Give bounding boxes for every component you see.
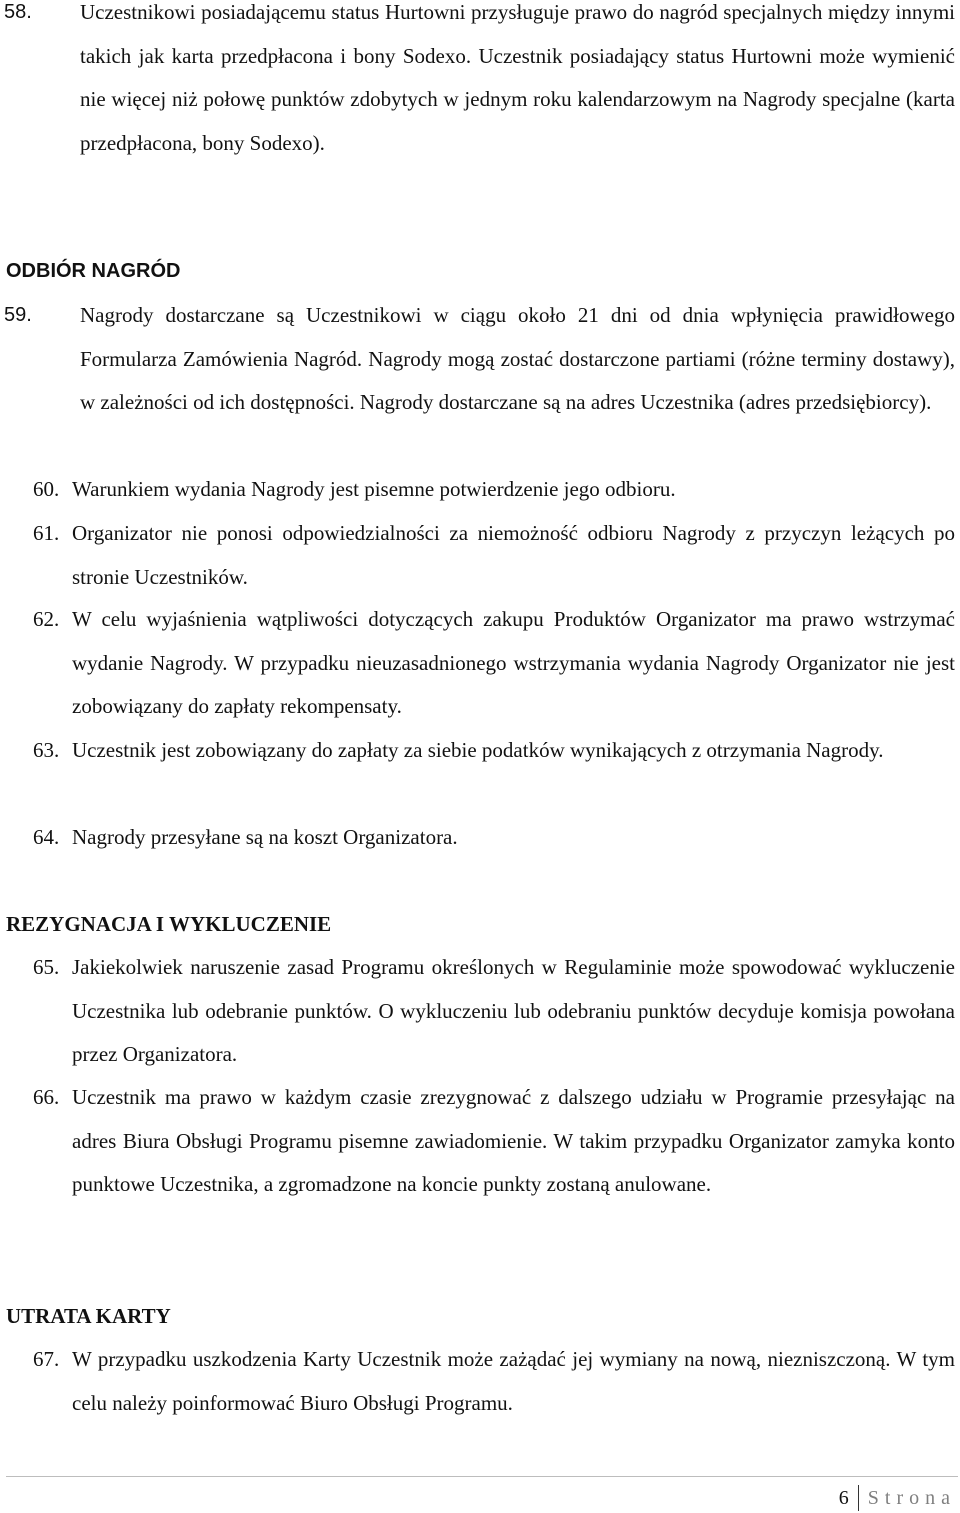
- list-item-65: [0, 946, 955, 1077]
- section-heading-odbior: ODBIÓR NAGRÓD: [6, 260, 181, 282]
- section-heading-rezygnacja: REZYGNACJA I WYKLUCZENIE: [6, 912, 332, 936]
- list-item-66: [0, 1076, 955, 1207]
- item-text: Uczestnik jest zobowiązany do zapłaty za siebie podatków wynikających z otrzymania Nagrody.: [72, 738, 884, 762]
- item-number: 63.: [33, 738, 60, 762]
- list-item-62: [0, 598, 955, 729]
- list-item-60: [0, 468, 955, 512]
- item-number: 64.: [33, 825, 60, 849]
- item-text: Uczestnik ma prawo w każdym czasie zrezygnować z dalszego udziału w Programie przesyłając na adres Biura Obsługi Programu pisemne zawiadomienie. W takim przypadku Organizator zamyka konto punktowe Uczestnika, a zgromadzone na koncie punkty zostaną anulowane.: [72, 1085, 955, 1196]
- page-number: 6: [838, 1487, 849, 1509]
- list-item-59: [0, 294, 955, 425]
- list-item-58: [0, 0, 955, 165]
- item-text: Organizator nie ponosi odpowiedzialności za niemożność odbioru Nagrody z przyczyn leżących po stronie Uczestników.: [72, 521, 955, 589]
- item-text: Warunkiem wydania Nagrody jest pisemne potwierdzenie jego odbioru.: [72, 477, 676, 501]
- page-label: Strona: [867, 1487, 956, 1509]
- item-number: 60.: [33, 477, 60, 501]
- list-item-67: [0, 1338, 955, 1425]
- item-text: W celu wyjaśnienia wątpliwości dotyczących zakupu Produktów Organizator ma prawo wstrzymać wydanie Nagrody. W przypadku nieuzasadnionego wstrzymania wydania Nagrody Organizator nie jest zobowiązany do zapłaty rekompensaty.: [72, 607, 955, 718]
- item-number: 62.: [33, 607, 60, 631]
- item-number: 66.: [33, 1085, 60, 1109]
- item-number: 59.: [4, 304, 32, 326]
- list-item-64: [0, 816, 955, 860]
- item-text: Jakiekolwiek naruszenie zasad Programu określonych w Regulaminie może spowodować wykluczenie Uczestnika lub odebranie punktów. O wykluczeniu lub odebraniu punktów decyduje komisja powołana przez Organizatora.: [72, 955, 955, 1066]
- page-footer: [839, 1483, 956, 1513]
- footer-separator: [858, 1485, 859, 1511]
- item-text: Uczestnikowi posiadającemu status Hurtowni przysługuje prawo do nagród specjalnych między innymi takich jak karta przedpłacona i bony Sodexo. Uczestnik posiadający status Hurtowni może wymienić nie więcej niż połowę punktów zdobytych w jednym roku kalendarzowym na Nagrody specjalne (karta przedpłacona, bony Sodexo).: [80, 0, 955, 155]
- section-heading-utrata: UTRATA KARTY: [6, 1304, 171, 1328]
- item-number: 67.: [33, 1347, 60, 1371]
- item-text: Nagrody przesyłane są na koszt Organizatora.: [72, 825, 458, 849]
- item-text: Nagrody dostarczane są Uczestnikowi w ciągu około 21 dni od dnia wpłynięcia prawidłowego Formularza Zamówienia Nagród. Nagrody mogą zostać dostarczone partiami (różne terminy dostawy), w zależności od ich dostępności. Nagrody dostarczane są na adres Uczestnika (adres przedsiębiorcy).: [80, 303, 955, 414]
- item-number: 58.: [4, 1, 32, 23]
- footer-divider: [6, 1476, 958, 1477]
- item-number: 61.: [33, 521, 60, 545]
- item-text: W przypadku uszkodzenia Karty Uczestnik może zażądać jej wymiany na nową, niezniszczoną. W tym celu należy poinformować Biuro Obsługi Programu.: [72, 1347, 955, 1415]
- list-item-61: [0, 512, 955, 599]
- list-item-63: [0, 729, 955, 773]
- item-number: 65.: [33, 955, 60, 979]
